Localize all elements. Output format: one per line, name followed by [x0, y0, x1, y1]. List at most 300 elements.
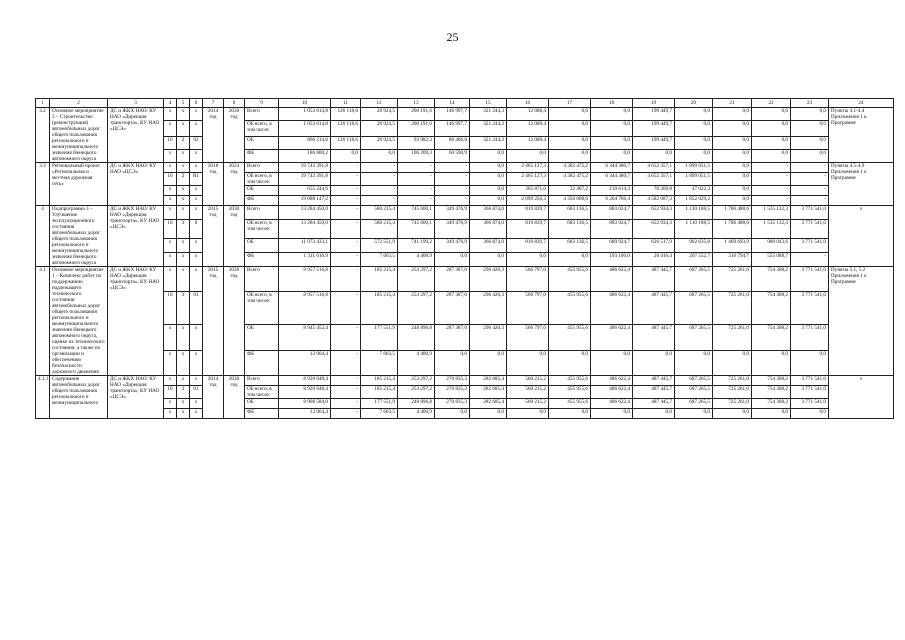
amount-cell: -: [331, 186, 361, 196]
amount-cell: 745 600,1: [398, 206, 435, 220]
budget-code-cell: 2: [177, 137, 190, 150]
amount-cell: 745 600,1: [398, 220, 435, 238]
budget-code-cell: x: [190, 350, 203, 375]
amount-cell: -: [361, 163, 398, 173]
start-year-cell: 2015 год: [203, 206, 224, 267]
table-row: [36, 220, 894, 238]
amount-cell: 0,0: [507, 409, 549, 419]
amount-cell: 1 110 188,5: [675, 220, 713, 238]
amount-cell: 741 199,2: [398, 238, 435, 252]
amount-cell: 0,0: [713, 173, 752, 186]
amount-cell: 0,0: [591, 350, 633, 375]
amount-cell: 86 406,8: [435, 137, 470, 150]
amount-cell: 0,0: [470, 186, 507, 196]
amount-cell: 0,0: [675, 120, 713, 137]
amount-cell: 652 934,3: [633, 220, 675, 238]
amount-cell: -: [331, 196, 361, 206]
amount-cell: 486 622,4: [591, 386, 633, 399]
amount-cell: 4 400,9: [398, 252, 435, 266]
amount-cell: 253 297,2: [398, 386, 435, 399]
item-name-cell: Основное мероприятие 1 – Комплекс работ по поддержанию надлежащего технического состояния автомобильных дорог общего пользования регионального и межмуниципального значения Ненецкого автономного округа, оценке их технического состояния, а также по организации и обеспечению безопасности дорожного движения: [50, 267, 108, 376]
amount-cell: 126 118,6: [331, 120, 361, 137]
amount-cell: -: [791, 196, 829, 206]
amount-cell: 26 924,5: [361, 120, 398, 137]
budget-code-cell: 10: [164, 220, 177, 238]
end-year-cell: 2024 год: [224, 163, 245, 206]
funding-source-cell: ОБ: [245, 186, 279, 196]
column-number-cell: 16: [507, 99, 549, 108]
amount-cell: 1 899 051,5: [675, 173, 713, 186]
amount-cell: 8 945 452,4: [279, 325, 331, 350]
amount-cell: 3 771 541,0: [791, 399, 829, 409]
amount-cell: 12 088,4: [507, 108, 549, 121]
amount-cell: 4 350 008,0: [549, 196, 591, 206]
amount-cell: 0,0: [675, 350, 713, 375]
amount-cell: 819 839,7: [507, 206, 549, 220]
amount-cell: 253 297,2: [398, 267, 435, 292]
amount-cell: 486 622,4: [591, 399, 633, 409]
amount-cell: 126 118,6: [331, 108, 361, 121]
amount-cell: 253 297,2: [398, 376, 435, 386]
amount-cell: 146 997,7: [435, 108, 470, 121]
amount-cell: 287 387,0: [435, 292, 470, 325]
column-number-cell: 18: [591, 99, 633, 108]
amount-cell: 207 552,7: [675, 252, 713, 266]
amount-cell: 0,0: [675, 150, 713, 163]
amount-cell: 3 771 541,0: [791, 238, 829, 252]
amount-cell: 1 786 488,6: [713, 206, 752, 220]
amount-cell: 8 920 648,4: [279, 376, 331, 386]
amount-cell: 0,0: [713, 120, 752, 137]
amount-cell: 725 261,0: [713, 399, 752, 409]
item-number-cell: 3.3: [36, 163, 50, 206]
amount-cell: 126 118,6: [331, 137, 361, 150]
amount-cell: 366 874,0: [470, 206, 507, 220]
amount-cell: 4 400,9: [398, 350, 435, 375]
budget-code-cell: x: [177, 376, 190, 386]
amount-cell: -: [435, 196, 470, 206]
amount-cell: 1 899 051,5: [675, 163, 713, 173]
amount-cell: 652 934,3: [633, 206, 675, 220]
amount-cell: 0,0: [633, 350, 675, 375]
amount-cell: -: [331, 163, 361, 173]
amount-cell: 349 476,9: [435, 238, 470, 252]
amount-cell: 0,0: [549, 350, 591, 375]
end-year-cell: 2030 год: [224, 267, 245, 376]
amount-cell: 0,0: [791, 137, 829, 150]
amount-cell: -: [331, 350, 361, 375]
amount-cell: 689 924,7: [591, 238, 633, 252]
amount-cell: 185 215,4: [361, 386, 398, 399]
amount-cell: 2 099 256,3: [507, 196, 549, 206]
amount-cell: 560 215,2: [507, 399, 549, 409]
amount-cell: 725 261,0: [713, 376, 752, 386]
amount-cell: 2 465 127,3: [507, 163, 549, 173]
amount-cell: 26 416,4: [633, 252, 675, 266]
amount-cell: 0,0: [549, 120, 591, 137]
amount-cell: 3 771 541,0: [791, 206, 829, 220]
amount-cell: -: [398, 196, 435, 206]
budget-code-cell: x: [190, 267, 203, 292]
amount-cell: 0,0: [549, 108, 591, 121]
amount-cell: 487 445,7: [633, 376, 675, 386]
amount-cell: 287 387,0: [435, 325, 470, 350]
amount-cell: 566 797,0: [507, 325, 549, 350]
executor-cell: ДС и ЖКХ НАО/ КУ НАО «Дирекция транспорта», КУ НАО «ЦСЭ»: [108, 206, 164, 267]
amount-cell: 0,0: [713, 409, 752, 419]
amount-cell: 754 308,2: [752, 267, 791, 292]
amount-cell: 580 215,4: [361, 206, 398, 220]
amount-cell: 687 265,5: [675, 325, 713, 350]
amount-cell: 185 215,4: [361, 267, 398, 292]
amount-cell: 1 311 016,9: [279, 252, 331, 266]
column-number-cell: 17: [549, 99, 591, 108]
amount-cell: 455 955,6: [549, 376, 591, 386]
budget-code-cell: x: [190, 376, 203, 386]
amount-cell: 3 771 541,0: [791, 386, 829, 399]
amount-cell: 7 663,5: [361, 252, 398, 266]
amount-cell: -: [435, 186, 470, 196]
amount-cell: 1 469 693,9: [713, 238, 752, 252]
budget-code-cell: x: [190, 409, 203, 419]
amount-cell: 296 420,3: [470, 267, 507, 292]
amount-cell: 0,0: [791, 108, 829, 121]
budget-code-cell: x: [190, 186, 203, 196]
funding-source-cell: ФБ: [245, 350, 279, 375]
amount-cell: 47 022,3: [675, 186, 713, 196]
amount-cell: -: [331, 325, 361, 350]
column-number-cell: 12: [361, 99, 398, 108]
amount-cell: 683 136,5: [549, 238, 591, 252]
funding-source-cell: ОБ всего, в том числе:: [245, 292, 279, 325]
amount-cell: 185 215,4: [361, 292, 398, 325]
amount-cell: 2 465 127,3: [507, 173, 549, 186]
amount-cell: 0,0: [675, 108, 713, 121]
amount-cell: 819 839,7: [507, 220, 549, 238]
amount-cell: 486 622,4: [591, 267, 633, 292]
amount-cell: 200 191,6: [398, 120, 435, 137]
column-number-cell: 14: [435, 99, 470, 108]
amount-cell: 754 308,2: [752, 399, 791, 409]
budget-code-cell: x: [164, 186, 177, 196]
executor-cell: ДС и ЖКХ НАО/ КУ НАО «Дирекция транспорта», КУ НАО «ЦСЭ»: [108, 267, 164, 376]
amount-cell: 0,0: [633, 150, 675, 163]
amount-cell: -: [331, 399, 361, 409]
note-cell: Пункты 4.1-4.4 Приложения 1 к Программе: [829, 108, 894, 163]
amount-cell: 0,0: [713, 108, 752, 121]
budget-code-cell: x: [190, 163, 203, 173]
amount-cell: -: [331, 292, 361, 325]
amount-cell: 139 614,3: [591, 186, 633, 196]
amount-cell: 555 088,7: [752, 252, 791, 266]
amount-cell: 146 997,7: [435, 120, 470, 137]
amount-cell: 0,0: [591, 108, 633, 121]
amount-cell: 19 088 147,2: [279, 196, 331, 206]
amount-cell: -: [752, 173, 791, 186]
amount-cell: 0,0: [549, 150, 591, 163]
amount-cell: 248 896,8: [398, 399, 435, 409]
amount-cell: -: [398, 173, 435, 186]
column-number-cell: 24: [829, 99, 894, 108]
amount-cell: 0,0: [591, 120, 633, 137]
amount-cell: 270 835,3: [435, 386, 470, 399]
item-name-cell: Региональный проект «Региональная и местная дорожная сеть»: [50, 163, 108, 206]
amount-cell: 3 771 541,0: [791, 267, 829, 292]
executor-cell: ДС и ЖКХ НАО/ КУ НАО «ЦСЭ»: [108, 163, 164, 206]
budget-code-cell: x: [164, 108, 177, 121]
amount-cell: 455 955,6: [549, 399, 591, 409]
funding-source-cell: Всего: [245, 108, 279, 121]
amount-cell: -: [331, 376, 361, 386]
amount-cell: 687 265,5: [675, 386, 713, 399]
budget-code-cell: x: [190, 150, 203, 163]
amount-cell: 296 420,3: [470, 292, 507, 325]
amount-cell: 725 261,0: [713, 267, 752, 292]
start-year-cell: 2015 год: [203, 267, 224, 376]
amount-cell: 248 896,8: [398, 325, 435, 350]
budget-code-cell: x: [177, 252, 190, 266]
amount-cell: 0,0: [507, 350, 549, 375]
amount-cell: 683 136,5: [549, 206, 591, 220]
amount-cell: 0,0: [713, 163, 752, 173]
budget-code-cell: x: [164, 376, 177, 386]
budget-code-cell: 01: [190, 292, 203, 325]
amount-cell: 754 308,2: [752, 325, 791, 350]
amount-cell: 0,0: [361, 150, 398, 163]
budget-code-cell: x: [177, 163, 190, 173]
amount-cell: 199 449,7: [633, 108, 675, 121]
amount-cell: 687 265,5: [675, 292, 713, 325]
amount-cell: 0,0: [470, 196, 507, 206]
item-name-cell: Основное мероприятие 2 – Строительство (реконструкция) автомобильных дорог общего пользования регионального и межмуниципального значения Ненецкого автономного округа: [50, 108, 108, 163]
budget-code-cell: 10: [164, 173, 177, 186]
funding-source-cell: ОБ: [245, 238, 279, 252]
amount-cell: 0,0: [791, 409, 829, 419]
funding-source-cell: Всего: [245, 267, 279, 292]
table-row: [36, 120, 894, 137]
amount-cell: 0,0: [713, 137, 752, 150]
amount-cell: 185 215,4: [361, 376, 398, 386]
amount-cell: 177 551,9: [361, 399, 398, 409]
amount-cell: 580 215,4: [361, 220, 398, 238]
funding-source-cell: ФБ: [245, 252, 279, 266]
amount-cell: 6 204 766,4: [591, 196, 633, 206]
column-number-cell: 21: [713, 99, 752, 108]
amount-cell: 4 382 475,2: [549, 173, 591, 186]
column-number-cell: 20: [675, 99, 713, 108]
amount-cell: 883 024,7: [591, 206, 633, 220]
table-row: [36, 267, 894, 292]
amount-cell: 0,0: [470, 163, 507, 173]
amount-cell: 0,0: [791, 150, 829, 163]
amount-cell: 6 344 380,7: [591, 163, 633, 173]
amount-cell: -: [331, 409, 361, 419]
note-cell: x: [829, 376, 894, 419]
amount-cell: 0,0: [470, 173, 507, 186]
amount-cell: 754 308,2: [752, 376, 791, 386]
amount-cell: 177 551,9: [361, 325, 398, 350]
column-number-cell: 5: [177, 99, 190, 108]
amount-cell: 349 476,9: [435, 206, 470, 220]
amount-cell: 4 652 357,1: [633, 163, 675, 173]
note-cell: Пункты 5.1, 5.2 Приложения 1 к Программе: [829, 267, 894, 376]
amount-cell: 1 053 014,8: [279, 120, 331, 137]
amount-cell: 487 445,7: [633, 267, 675, 292]
budget-code-cell: 10: [164, 386, 177, 399]
amount-cell: 296 420,3: [470, 325, 507, 350]
amount-cell: 0,0: [470, 350, 507, 375]
budget-code-cell: x: [177, 325, 190, 350]
amount-cell: 1 852 029,2: [675, 196, 713, 206]
amount-cell: 199 449,7: [633, 137, 675, 150]
budget-code-cell: x: [164, 150, 177, 163]
amount-cell: 4 582 087,3: [633, 196, 675, 206]
amount-cell: 560 215,2: [507, 386, 549, 399]
amount-cell: 487 445,7: [633, 325, 675, 350]
amount-cell: -: [331, 220, 361, 238]
budget-code-cell: 3: [177, 386, 190, 399]
amount-cell: 0,0: [713, 350, 752, 375]
item-number-cell: 4.1.1: [36, 376, 50, 419]
column-number-cell: 23: [791, 99, 829, 108]
amount-cell: 321 244,3: [470, 108, 507, 121]
end-year-cell: 2030 год: [224, 108, 245, 163]
amount-cell: 0,0: [752, 120, 791, 137]
amount-cell: 0,0: [675, 409, 713, 419]
amount-cell: 0,0: [791, 350, 829, 375]
amount-cell: 819 839,7: [507, 238, 549, 252]
budget-code-cell: x: [177, 350, 190, 375]
budget-code-cell: 01: [190, 386, 203, 399]
amount-cell: 3 771 541,0: [791, 325, 829, 350]
amount-cell: 7 663,5: [361, 350, 398, 375]
amount-cell: -: [361, 196, 398, 206]
amount-cell: 366 874,0: [470, 220, 507, 238]
budget-code-cell: 10: [164, 137, 177, 150]
budget-code-cell: 02: [190, 137, 203, 150]
amount-cell: 572 551,9: [361, 238, 398, 252]
amount-cell: 60 590,9: [435, 150, 470, 163]
amount-cell: 0,0: [507, 150, 549, 163]
column-number-cell: 15: [470, 99, 507, 108]
amount-cell: 486 622,4: [591, 376, 633, 386]
amount-cell: 725 261,0: [713, 292, 752, 325]
funding-source-cell: Всего: [245, 206, 279, 220]
funding-source-cell: ФБ: [245, 409, 279, 419]
amount-cell: 0,0: [331, 150, 361, 163]
amount-cell: 902 635,8: [675, 238, 713, 252]
item-number-cell: 4.1: [36, 267, 50, 376]
amount-cell: 455 955,6: [549, 292, 591, 325]
amount-cell: 0,0: [713, 186, 752, 196]
amount-cell: 1 110 188,5: [675, 206, 713, 220]
table-row: [36, 409, 894, 419]
amount-cell: 687 265,5: [675, 399, 713, 409]
amount-cell: 13 284 450,0: [279, 220, 331, 238]
column-number-cell: 9: [245, 99, 279, 108]
amount-cell: 687 265,5: [675, 376, 713, 386]
amount-cell: 0,0: [591, 150, 633, 163]
budget-code-cell: x: [177, 120, 190, 137]
funding-source-cell: ФБ: [245, 196, 279, 206]
amount-cell: 270 835,3: [435, 399, 470, 409]
amount-cell: 1 535 132,3: [752, 220, 791, 238]
amount-cell: 200 191,6: [398, 108, 435, 121]
amount-cell: 560 215,2: [507, 376, 549, 386]
amount-cell: 1 535 132,3: [752, 206, 791, 220]
amount-cell: 70 269,8: [633, 186, 675, 196]
amount-cell: 0,0: [549, 252, 591, 266]
amount-cell: 487 445,7: [633, 399, 675, 409]
column-number-cell: 22: [752, 99, 791, 108]
budget-code-cell: x: [164, 409, 177, 419]
amount-cell: 316 794,7: [713, 252, 752, 266]
amount-cell: 282 685,4: [470, 399, 507, 409]
budget-code-cell: x: [190, 252, 203, 266]
amount-cell: 0,0: [752, 150, 791, 163]
end-year-cell: 2030 год: [224, 376, 245, 419]
amount-cell: 0,0: [435, 252, 470, 266]
program-finance-table: [35, 98, 894, 419]
budget-code-cell: x: [190, 325, 203, 350]
amount-cell: 3 771 541,0: [791, 292, 829, 325]
amount-cell: 253 297,2: [398, 292, 435, 325]
table-row: [36, 252, 894, 266]
item-name-cell: Подпрограмма 3 – Улучшение эксплуатационного состояния автомобильных дорог общего пользования регионального и межмуниципального значения Ненецкого автономного округа: [50, 206, 108, 267]
amount-cell: -: [331, 267, 361, 292]
amount-cell: 566 797,0: [507, 292, 549, 325]
amount-cell: 0,0: [549, 137, 591, 150]
funding-source-cell: Всего: [245, 163, 279, 173]
amount-cell: 282 685,4: [470, 376, 507, 386]
start-year-cell: 2018 год: [203, 163, 224, 206]
budget-code-cell: x: [190, 206, 203, 220]
funding-source-cell: ФБ: [245, 150, 279, 163]
column-number-cell: 4: [164, 99, 177, 108]
budget-code-cell: x: [190, 108, 203, 121]
funding-source-cell: ОБ: [245, 325, 279, 350]
amount-cell: 0,0: [791, 120, 829, 137]
table-row: [36, 173, 894, 186]
table-row: [36, 150, 894, 163]
funding-source-cell: ОБ всего, в том числе:: [245, 220, 279, 238]
amount-cell: -: [331, 206, 361, 220]
column-number-cell: 10: [279, 99, 331, 108]
budget-code-cell: x: [190, 238, 203, 252]
table-row: [36, 292, 894, 325]
amount-cell: -: [791, 163, 829, 173]
amount-cell: 455 955,6: [549, 325, 591, 350]
amount-cell: 1 053 014,8: [279, 108, 331, 121]
amount-cell: 0,0: [507, 252, 549, 266]
budget-code-cell: x: [177, 399, 190, 409]
column-number-cell: 11: [331, 99, 361, 108]
end-year-cell: 2030 год: [224, 206, 245, 267]
amount-cell: -: [435, 163, 470, 173]
column-number-cell: 3: [108, 99, 164, 108]
amount-cell: 0,0: [435, 350, 470, 375]
budget-code-cell: x: [164, 325, 177, 350]
amount-cell: 0,0: [470, 252, 507, 266]
amount-cell: 0,0: [752, 108, 791, 121]
budget-code-cell: x: [177, 238, 190, 252]
amount-cell: 0,0: [633, 409, 675, 419]
table-row: [36, 196, 894, 206]
start-year-cell: 2014 год: [203, 376, 224, 419]
amount-cell: 0,0: [591, 409, 633, 419]
amount-cell: 0,0: [713, 196, 752, 206]
amount-cell: -: [752, 186, 791, 196]
